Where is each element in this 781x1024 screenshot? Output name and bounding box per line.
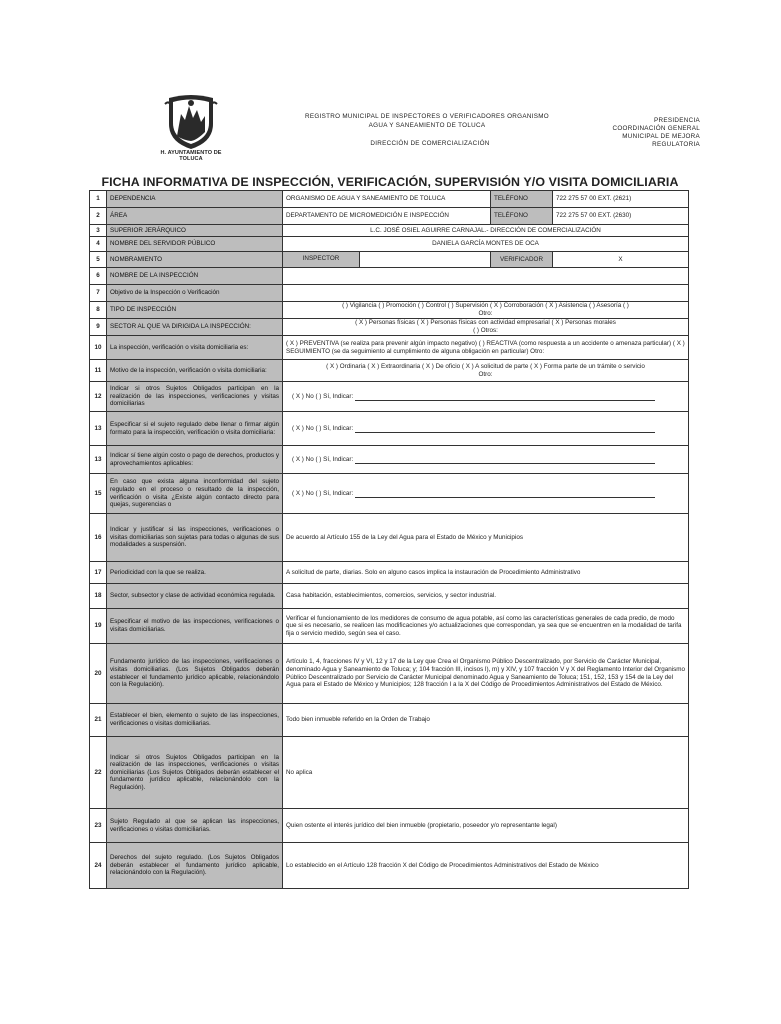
- row-value: [283, 302, 689, 319]
- verificador-mark: X: [553, 252, 689, 268]
- row-value-empty: [283, 285, 689, 302]
- table-row: [90, 446, 689, 474]
- row-value-empty: [283, 268, 689, 285]
- table-row: [90, 474, 689, 514]
- row-value: ORGANISMO DE AGUA Y SANEAMIENTO DE TOLUCA: [283, 191, 491, 208]
- row-value: Artículo 1, 4, fracciones IV y VI, 12 y 17 de la Ley que Crea el Organismo Público Descentralizado, por Servicio de Carácter Municipal, denominado Agua y Saneamiento de Toluca; y; 104 fracción III, incisos l), m) y XIV, y 107 fracción V y X del Reglamento Interior del Organismo Público Descentralizado por Servicio de Carácter Municipal denominado Agua y Saneamiento de Toluca; 151, 152, 153 y 154 de la Ley del Agua para el Estado de México y Municipios; 128 fracción I a la X del Código de Procedimientos Administrativos del Estado de México.: [283, 644, 689, 704]
- table-row: [90, 514, 689, 562]
- row-value: No aplica: [283, 737, 689, 809]
- row-label: Sector, subsector y clase de actividad económica regulada.: [107, 584, 283, 609]
- row-value: Verificar el funcionamiento de los medidores de consumo de agua potable, así como las características generales de cada predio, de modo que si es necesario, se realicen las modificaciones y/o actualizaciones que correspondan, ya sea que se encuentren en la modalidad de tarifa fija o servicio medido, según sea el caso.: [283, 609, 689, 644]
- row-number: 19: [90, 609, 107, 644]
- row-label: SECTOR AL QUE VA DIRIGIDA LA INSPECCIÓN:: [107, 319, 283, 336]
- row-number: 4: [90, 237, 107, 252]
- logo-caption: H. AYUNTAMIENTO DE TOLUCA: [160, 150, 222, 162]
- table-row: [90, 237, 689, 252]
- row-label: En caso que exista alguna inconformidad del sujeto regulado en el proceso o resultado de la inspección, verificación o visita ¿Existe algún contacto directo para quejas, sugerencias o: [107, 474, 283, 514]
- table-row: [90, 737, 689, 809]
- table-row: [90, 191, 689, 208]
- row-value: [283, 382, 689, 412]
- motive-options: ( X ) Ordinaria ( X ) Extraordinaria ( X ) De oficio ( X ) A solicitud de parte ( X ) Forma parte de un trámite o servicio: [326, 362, 645, 370]
- presidency-line-1: PRESIDENCIA: [654, 117, 700, 124]
- row-label: NOMBRAMIENTO: [107, 252, 283, 268]
- row-number: 7: [90, 285, 107, 302]
- row-label: La inspección, verificación o visita domiciliaria es:: [107, 336, 283, 360]
- table-row: [90, 382, 689, 412]
- presidency-line-3: MUNICIPAL DE MEJORA: [622, 133, 700, 140]
- row-number: 8: [90, 302, 107, 319]
- presidency-line-2: COORDINACIÓN GENERAL: [612, 125, 700, 132]
- row-value: Todo bien inmueble referido en la Orden de Trabajo: [283, 704, 689, 737]
- sector-options: ( X ) Personas físicas ( X ) Personas físicas con actividad empresarial ( X ) Personas morales: [355, 319, 616, 327]
- registry-heading: [288, 112, 566, 130]
- row-number: 9: [90, 319, 107, 336]
- row-label: Indicar si otros Sujetos Obligados participan en la realización de las inspecciones, verificaciones y visitas domiciliarias: [107, 382, 283, 412]
- row-label: Periodicidad con la que se realiza.: [107, 562, 283, 584]
- table-row: [90, 360, 689, 382]
- row-number: 1: [90, 191, 107, 208]
- row-label: Objetivo de la Inspección o Verificación: [107, 285, 283, 302]
- table-row: [90, 285, 689, 302]
- phone-label: TELÉFONO: [491, 208, 553, 225]
- row-label: TIPO DE INSPECCIÓN: [107, 302, 283, 319]
- row-number: 18: [90, 584, 107, 609]
- phone-value: 722 275 57 00 EXT. (2621): [553, 191, 689, 208]
- yes-no-choice: ( X ) No ( ) Sí, Indicar:: [292, 392, 354, 400]
- row-value: Casa habitación, establecimientos, comercios, servicios, y sector industrial.: [283, 584, 689, 609]
- row-label: Establecer el bien, elemento o sujeto de las inspecciones, verificaciones o visitas domiciliarias.: [107, 704, 283, 737]
- table-row: [90, 252, 689, 268]
- row-number: 5: [90, 252, 107, 268]
- toluca-coat-of-arms-icon: [163, 92, 219, 150]
- row-value: [283, 360, 689, 382]
- table-row: [90, 268, 689, 285]
- row-label: Indicar sí tiene algún costo o pago de derechos, productos y aprovechamientos aplicables:: [107, 446, 283, 474]
- verificador-label: VERIFICADOR: [491, 252, 553, 268]
- row-number: 16: [90, 514, 107, 562]
- row-number: 2: [90, 208, 107, 225]
- presidency-heading: [580, 117, 700, 149]
- sector-other: ( ) Otros:: [473, 327, 498, 334]
- row-value: Quien ostente el interés jurídico del bien inmueble (propietario, poseedor y/o representante legal): [283, 809, 689, 843]
- row-number: 10: [90, 336, 107, 360]
- inspection-form-table: [89, 190, 689, 889]
- row-number: 13: [90, 412, 107, 446]
- row-number: 6: [90, 268, 107, 285]
- registry-line-2: AGUA Y SANEAMIENTO DE TOLUCA: [368, 122, 486, 129]
- row-label: Indicar si otros Sujetos Obligados participan en la realización de las inspecciones, verificaciones o visitas domiciliarias (Los Sujetos Obligados deberán establecer el fundamento jurídico aplicable, relacionándolo con la Regulación).: [107, 737, 283, 809]
- row-value: [283, 412, 689, 446]
- page-title: FICHA INFORMATIVA DE INSPECCIÓN, VERIFICACIÓN, SUPERVISIÓN Y/O VISITA DOMICILIARIA: [101, 175, 679, 189]
- row-label: DEPENDENCIA: [107, 191, 283, 208]
- row-label: Derechos del sujeto regulado. (Los Sujetos Obligados deberán establecer el fundamento jurídico aplicable, relacionándolo con la Regulación).: [107, 843, 283, 889]
- row-value: L.C. JOSÉ OSIEL AGUIRRE CARNAJAL.- DIRECCIÓN DE COMERCIALIZACIÓN: [283, 225, 689, 237]
- table-row: [90, 843, 689, 889]
- row-label: Fundamento jurídico de las inspecciones, verificaciones o visitas domiciliarias. (Los Sujetos Obligados deberán establecer el fundamento jurídico aplicable, relacionándolo con la Regulación).: [107, 644, 283, 704]
- document-header: [0, 0, 781, 190]
- row-label: Indicar y justificar si las inspecciones, verificaciones o visitas domiciliarias son sujetas para todas o algunas de sus modalidades a suspensión.: [107, 514, 283, 562]
- inspector-label: INSPECTOR: [283, 252, 360, 267]
- row-number: 17: [90, 562, 107, 584]
- table-row: [90, 704, 689, 737]
- row-value: DEPARTAMENTO DE MICROMEDICIÓN E INSPECCIÓN: [283, 208, 491, 225]
- row-number: 24: [90, 843, 107, 889]
- row-value: [283, 446, 689, 474]
- registry-line-1: REGISTRO MUNICIPAL DE INSPECTORES O VERIFICADORES ORGANISMO: [305, 113, 549, 120]
- table-row: [90, 584, 689, 609]
- yes-no-choice: ( X ) No ( ) Sí, Indicar:: [292, 455, 354, 463]
- row-value: A solicitud de parte, diarias. Solo en alguno casos implica la instauración de Procedimiento Administrativo: [283, 562, 689, 584]
- row-value: [283, 319, 689, 336]
- inspection-type-options: ( ) Vigilancia ( ) Promoción ( ) Control ( ) Supervisión ( X ) Corroboración ( X ) Asistencia ( ) Asesoría ( ): [342, 302, 629, 310]
- row-label: Especificar si el sujeto regulado debe llenar o firmar algún formato para la inspección, verificación o visita domiciliaria:: [107, 412, 283, 446]
- table-row: [90, 225, 689, 237]
- row-number: 15: [90, 474, 107, 514]
- row-value: De acuerdo al Artículo 155 de la Ley del Agua para el Estado de México y Municipios: [283, 514, 689, 562]
- row-value: DANIELA GARCÍA MONTES DE OCA: [283, 237, 689, 252]
- row-label: SUPERIOR JERÁRQUICO: [107, 225, 283, 237]
- row-value: [283, 474, 689, 514]
- table-row: [90, 302, 689, 319]
- row-number: 23: [90, 809, 107, 843]
- row-label: NOMBRE DEL SERVIDOR PÚBLICO: [107, 237, 283, 252]
- table-row: [90, 644, 689, 704]
- table-row: [90, 336, 689, 360]
- row-value: ( X ) PREVENTIVA (se realiza para prevenir algún impacto negativo) ( ) REACTIVA (como respuesta a un accidente o amenaza particular) ( X ) SEGUIMIENTO (se da seguimiento al cumplimiento de alguna obligación en particular) Otro:: [283, 336, 689, 360]
- phone-label: TELÉFONO: [491, 191, 553, 208]
- table-row: [90, 809, 689, 843]
- table-row: [90, 319, 689, 336]
- row-number: 11: [90, 360, 107, 382]
- row-number: 20: [90, 644, 107, 704]
- row-value: Lo establecido en el Artículo 128 fracción X del Código de Procedimientos Administrativos del Estado de México: [283, 843, 689, 889]
- table-row: [90, 208, 689, 225]
- table-row: [90, 412, 689, 446]
- row-label: Sujeto Regulado al que se aplican las inspecciones, verificaciones o visitas domiciliarias.: [107, 809, 283, 843]
- row-number: 21: [90, 704, 107, 737]
- table-row: [90, 609, 689, 644]
- row-number: 22: [90, 737, 107, 809]
- row-label: Especificar el motivo de las inspecciones, verificaciones o visitas domiciliarias.: [107, 609, 283, 644]
- presidency-line-4: REGULATORIA: [652, 141, 700, 148]
- phone-value: 722 275 57 00 EXT. (2630): [553, 208, 689, 225]
- row-number: 13: [90, 446, 107, 474]
- appointment-inspector-cell: [283, 252, 491, 268]
- row-label: Motivo de la inspección, verificación o visita domiciliaria:: [107, 360, 283, 382]
- direction-heading: DIRECCIÓN DE COMERCIALIZACIÓN: [370, 140, 490, 147]
- row-number: 12: [90, 382, 107, 412]
- yes-no-choice: ( X ) No ( ) Sí, Indicar:: [292, 489, 354, 497]
- inspection-type-other: Otro:: [478, 310, 493, 317]
- motive-other: Otro:: [478, 370, 493, 378]
- row-label: ÁREA: [107, 208, 283, 225]
- table-row: [90, 562, 689, 584]
- yes-no-choice: ( X ) No ( ) Sí, Indicar:: [292, 424, 354, 432]
- row-number: 3: [90, 225, 107, 237]
- row-label: NOMBRE DE LA INSPECCIÓN: [107, 268, 283, 285]
